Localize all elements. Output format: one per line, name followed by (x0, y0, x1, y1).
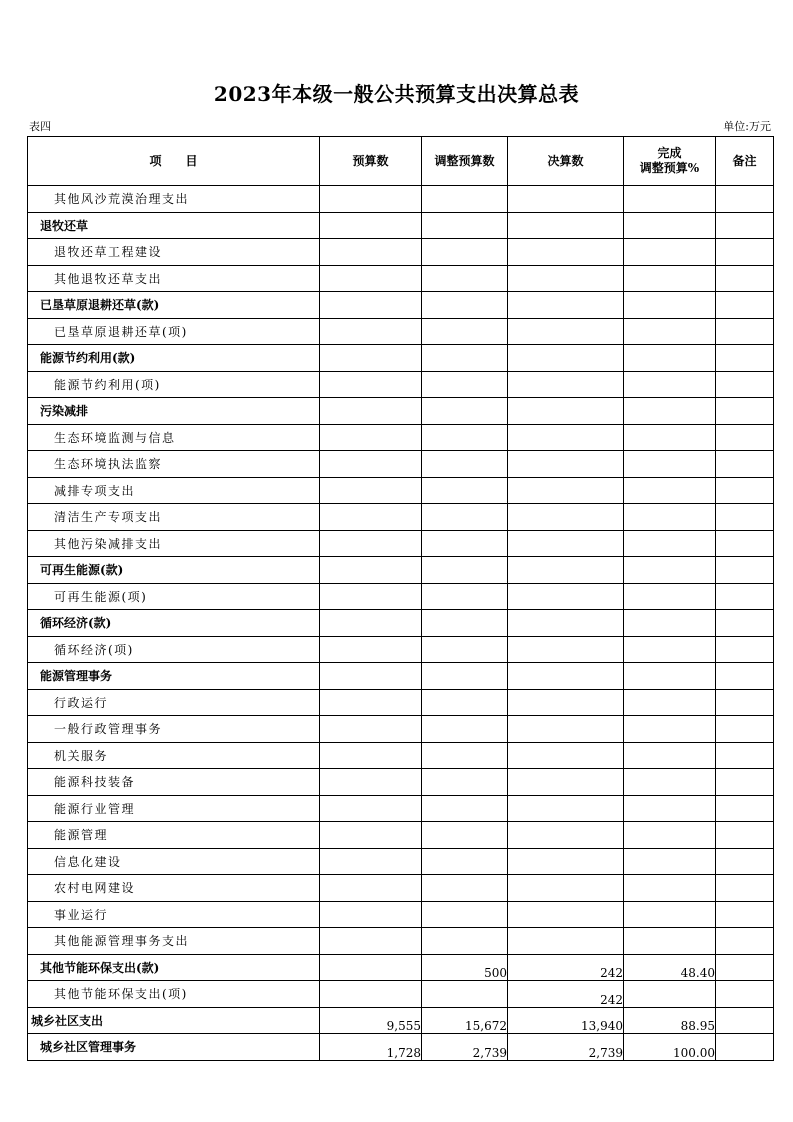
table-row (28, 928, 774, 955)
table-row (28, 265, 774, 292)
budget-cell: 9,555 (320, 1007, 422, 1034)
budget-cell (320, 954, 422, 981)
final-accounts-cell (508, 477, 624, 504)
table-row (28, 504, 774, 531)
note-cell (716, 901, 774, 928)
final-accounts-cell (508, 530, 624, 557)
note-cell (716, 610, 774, 637)
budget-cell (320, 795, 422, 822)
adjusted-budget-cell (422, 716, 508, 743)
note-cell (716, 636, 774, 663)
budget-cell (320, 689, 422, 716)
item-name-cell: 已垦草原退耕还草(款) (28, 292, 320, 319)
final-accounts-cell (508, 424, 624, 451)
budget-cell (320, 239, 422, 266)
adjusted-budget-cell (422, 530, 508, 557)
final-accounts-cell (508, 875, 624, 902)
note-cell (716, 239, 774, 266)
adjusted-budget-cell (422, 451, 508, 478)
note-cell (716, 981, 774, 1008)
completion-rate-cell (624, 636, 716, 663)
table-row (28, 186, 774, 213)
item-name-cell: 其他能源管理事务支出 (28, 928, 320, 955)
note-cell (716, 822, 774, 849)
table-code: 表四 (29, 120, 51, 133)
completion-rate-cell (624, 371, 716, 398)
item-name-cell: 其他节能环保支出(项) (28, 981, 320, 1008)
budget-cell: 1,728 (320, 1034, 422, 1061)
table-row (28, 292, 774, 319)
completion-rate-cell (624, 928, 716, 955)
adjusted-budget-cell (422, 345, 508, 372)
adjusted-budget-cell (422, 424, 508, 451)
note-cell (716, 795, 774, 822)
item-name-cell: 一般行政管理事务 (28, 716, 320, 743)
budget-cell (320, 769, 422, 796)
note-cell (716, 769, 774, 796)
note-cell (716, 875, 774, 902)
final-accounts-cell: 242 (508, 981, 624, 1008)
adjusted-budget-cell (422, 928, 508, 955)
item-name-cell: 其他污染减排支出 (28, 530, 320, 557)
adjusted-budget-cell (422, 239, 508, 266)
final-accounts-cell (508, 716, 624, 743)
final-accounts-cell: 2,739 (508, 1034, 624, 1061)
header-budget: 预算数 (320, 137, 422, 186)
adjusted-budget-cell (422, 689, 508, 716)
table-row (28, 610, 774, 637)
final-accounts-cell (508, 848, 624, 875)
item-name-cell: 减排专项支出 (28, 477, 320, 504)
adjusted-budget-cell (422, 504, 508, 531)
item-name-cell: 循环经济(款) (28, 610, 320, 637)
budget-cell (320, 848, 422, 875)
table-row (28, 822, 774, 849)
budget-cell (320, 557, 422, 584)
final-accounts-cell (508, 557, 624, 584)
final-accounts-cell (508, 928, 624, 955)
completion-rate-cell (624, 663, 716, 690)
item-name-cell: 能源科技装备 (28, 769, 320, 796)
budget-cell (320, 424, 422, 451)
adjusted-budget-cell (422, 610, 508, 637)
budget-cell (320, 398, 422, 425)
final-accounts-cell (508, 451, 624, 478)
table-row (28, 636, 774, 663)
item-name-cell: 其他节能环保支出(款) (28, 954, 320, 981)
budget-cell (320, 212, 422, 239)
completion-rate-cell: 100.00 (624, 1034, 716, 1061)
completion-rate-cell (624, 769, 716, 796)
final-accounts-cell (508, 583, 624, 610)
completion-rate-cell (624, 716, 716, 743)
adjusted-budget-cell (422, 557, 508, 584)
item-name-cell: 能源节约利用(项) (28, 371, 320, 398)
item-name-cell: 可再生能源(项) (28, 583, 320, 610)
budget-cell (320, 318, 422, 345)
table-row (28, 345, 774, 372)
table-row (28, 557, 774, 584)
completion-rate-cell (624, 901, 716, 928)
item-name-cell: 生态环境执法监察 (28, 451, 320, 478)
adjusted-budget-cell (422, 901, 508, 928)
final-accounts-cell: 13,940 (508, 1007, 624, 1034)
note-cell (716, 583, 774, 610)
table-row (28, 424, 774, 451)
completion-rate-cell (624, 212, 716, 239)
note-cell (716, 954, 774, 981)
table-body (28, 186, 774, 1061)
adjusted-budget-cell (422, 186, 508, 213)
unit-label: 单位:万元 (723, 120, 771, 133)
table-row (28, 981, 774, 1008)
note-cell (716, 742, 774, 769)
completion-rate-cell (624, 822, 716, 849)
adjusted-budget-cell (422, 318, 508, 345)
budget-cell (320, 636, 422, 663)
table-row (28, 451, 774, 478)
note-cell (716, 424, 774, 451)
note-cell (716, 1007, 774, 1034)
item-name-cell: 能源管理事务 (28, 663, 320, 690)
completion-rate-cell (624, 398, 716, 425)
item-name-cell: 能源行业管理 (28, 795, 320, 822)
budget-cell (320, 901, 422, 928)
final-accounts-cell (508, 371, 624, 398)
final-accounts-cell (508, 265, 624, 292)
table-row (28, 663, 774, 690)
table-row (28, 477, 774, 504)
budget-cell (320, 477, 422, 504)
adjusted-budget-cell (422, 398, 508, 425)
completion-rate-cell (624, 186, 716, 213)
completion-rate-cell (624, 345, 716, 372)
item-name-cell: 其他退牧还草支出 (28, 265, 320, 292)
completion-rate-cell (624, 742, 716, 769)
completion-rate-cell (624, 689, 716, 716)
completion-rate-cell: 88.95 (624, 1007, 716, 1034)
header-completion-line1: 完成 (657, 146, 682, 160)
item-name-cell: 机关服务 (28, 742, 320, 769)
note-cell (716, 848, 774, 875)
item-name-cell: 城乡社区管理事务 (28, 1034, 320, 1061)
budget-cell (320, 663, 422, 690)
completion-rate-cell (624, 848, 716, 875)
note-cell (716, 186, 774, 213)
table-row (28, 318, 774, 345)
budget-cell (320, 530, 422, 557)
item-name-cell: 污染减排 (28, 398, 320, 425)
adjusted-budget-cell (422, 875, 508, 902)
note-cell (716, 265, 774, 292)
completion-rate-cell (624, 265, 716, 292)
table-row (28, 398, 774, 425)
final-accounts-cell (508, 292, 624, 319)
final-accounts-cell (508, 345, 624, 372)
note-cell (716, 477, 774, 504)
note-cell (716, 1034, 774, 1061)
adjusted-budget-cell (422, 292, 508, 319)
completion-rate-cell (624, 477, 716, 504)
item-name-cell: 退牧还草 (28, 212, 320, 239)
budget-cell (320, 292, 422, 319)
adjusted-budget-cell (422, 583, 508, 610)
expenditure-table (27, 136, 774, 1061)
completion-rate-cell (624, 981, 716, 1008)
completion-rate-cell (624, 583, 716, 610)
table-row (28, 769, 774, 796)
header-completion-line2: 调整预算% (639, 161, 700, 175)
item-name-cell: 清洁生产专项支出 (28, 504, 320, 531)
table-row (28, 742, 774, 769)
completion-rate-cell: 48.40 (624, 954, 716, 981)
completion-rate-cell (624, 795, 716, 822)
final-accounts-cell (508, 186, 624, 213)
header-adjusted-budget: 调整预算数 (422, 137, 508, 186)
final-accounts-cell (508, 689, 624, 716)
note-cell (716, 530, 774, 557)
final-accounts-cell (508, 742, 624, 769)
note-cell (716, 557, 774, 584)
final-accounts-cell (508, 398, 624, 425)
item-name-cell: 退牧还草工程建设 (28, 239, 320, 266)
note-cell (716, 689, 774, 716)
adjusted-budget-cell (422, 822, 508, 849)
note-cell (716, 318, 774, 345)
table-row (28, 875, 774, 902)
final-accounts-cell (508, 504, 624, 531)
final-accounts-cell (508, 901, 624, 928)
budget-cell (320, 610, 422, 637)
budget-cell (320, 875, 422, 902)
table-row (28, 954, 774, 981)
completion-rate-cell (624, 318, 716, 345)
note-cell (716, 398, 774, 425)
table-row (28, 530, 774, 557)
note-cell (716, 345, 774, 372)
note-cell (716, 504, 774, 531)
note-cell (716, 663, 774, 690)
adjusted-budget-cell (422, 981, 508, 1008)
completion-rate-cell (624, 424, 716, 451)
adjusted-budget-cell: 2,739 (422, 1034, 508, 1061)
item-name-cell: 已垦草原退耕还草(项) (28, 318, 320, 345)
item-name-cell: 能源节约利用(款) (28, 345, 320, 372)
final-accounts-cell (508, 610, 624, 637)
note-cell (716, 371, 774, 398)
final-accounts-cell (508, 822, 624, 849)
budget-cell (320, 186, 422, 213)
budget-cell (320, 742, 422, 769)
table-header-row (28, 137, 774, 186)
item-name-cell: 其他风沙荒漠治理支出 (28, 186, 320, 213)
page-title: 2023年本级一般公共预算支出决算总表 (213, 82, 580, 106)
completion-rate-cell (624, 239, 716, 266)
item-name-cell: 信息化建设 (28, 848, 320, 875)
completion-rate-cell (624, 451, 716, 478)
table-row (28, 371, 774, 398)
budget-cell (320, 822, 422, 849)
adjusted-budget-cell (422, 795, 508, 822)
budget-cell (320, 265, 422, 292)
adjusted-budget-cell: 15,672 (422, 1007, 508, 1034)
header-final-accounts: 决算数 (508, 137, 624, 186)
completion-rate-cell (624, 610, 716, 637)
item-name-cell: 生态环境监测与信息 (28, 424, 320, 451)
adjusted-budget-cell (422, 636, 508, 663)
table-row (28, 1007, 774, 1034)
budget-cell (320, 583, 422, 610)
adjusted-budget-cell (422, 265, 508, 292)
note-cell (716, 716, 774, 743)
table-row (28, 689, 774, 716)
budget-cell (320, 345, 422, 372)
note-cell (716, 212, 774, 239)
adjusted-budget-cell (422, 742, 508, 769)
budget-cell (320, 981, 422, 1008)
final-accounts-cell (508, 663, 624, 690)
budget-cell (320, 716, 422, 743)
adjusted-budget-cell: 500 (422, 954, 508, 981)
completion-rate-cell (624, 292, 716, 319)
table-row (28, 1034, 774, 1061)
final-accounts-cell (508, 239, 624, 266)
completion-rate-cell (624, 504, 716, 531)
final-accounts-cell (508, 318, 624, 345)
table-row (28, 239, 774, 266)
table-row (28, 848, 774, 875)
final-accounts-cell (508, 212, 624, 239)
item-name-cell: 城乡社区支出 (28, 1007, 320, 1034)
item-name-cell: 能源管理 (28, 822, 320, 849)
final-accounts-cell: 242 (508, 954, 624, 981)
note-cell (716, 451, 774, 478)
table-row (28, 901, 774, 928)
note-cell (716, 928, 774, 955)
budget-cell (320, 504, 422, 531)
item-name-cell: 农村电网建设 (28, 875, 320, 902)
note-cell (716, 292, 774, 319)
completion-rate-cell (624, 557, 716, 584)
table-row (28, 795, 774, 822)
final-accounts-cell (508, 769, 624, 796)
header-completion-rate (624, 137, 716, 186)
budget-cell (320, 371, 422, 398)
table-row (28, 583, 774, 610)
item-name-cell: 可再生能源(款) (28, 557, 320, 584)
final-accounts-cell (508, 636, 624, 663)
adjusted-budget-cell (422, 477, 508, 504)
header-item: 项 目 (28, 137, 320, 186)
adjusted-budget-cell (422, 769, 508, 796)
table-row (28, 212, 774, 239)
item-name-cell: 事业运行 (28, 901, 320, 928)
budget-cell (320, 451, 422, 478)
adjusted-budget-cell (422, 371, 508, 398)
budget-cell (320, 928, 422, 955)
final-accounts-cell (508, 795, 624, 822)
item-name-cell: 循环经济(项) (28, 636, 320, 663)
completion-rate-cell (624, 875, 716, 902)
item-name-cell: 行政运行 (28, 689, 320, 716)
completion-rate-cell (624, 530, 716, 557)
adjusted-budget-cell (422, 212, 508, 239)
adjusted-budget-cell (422, 663, 508, 690)
table-row (28, 716, 774, 743)
header-note: 备注 (716, 137, 774, 186)
adjusted-budget-cell (422, 848, 508, 875)
